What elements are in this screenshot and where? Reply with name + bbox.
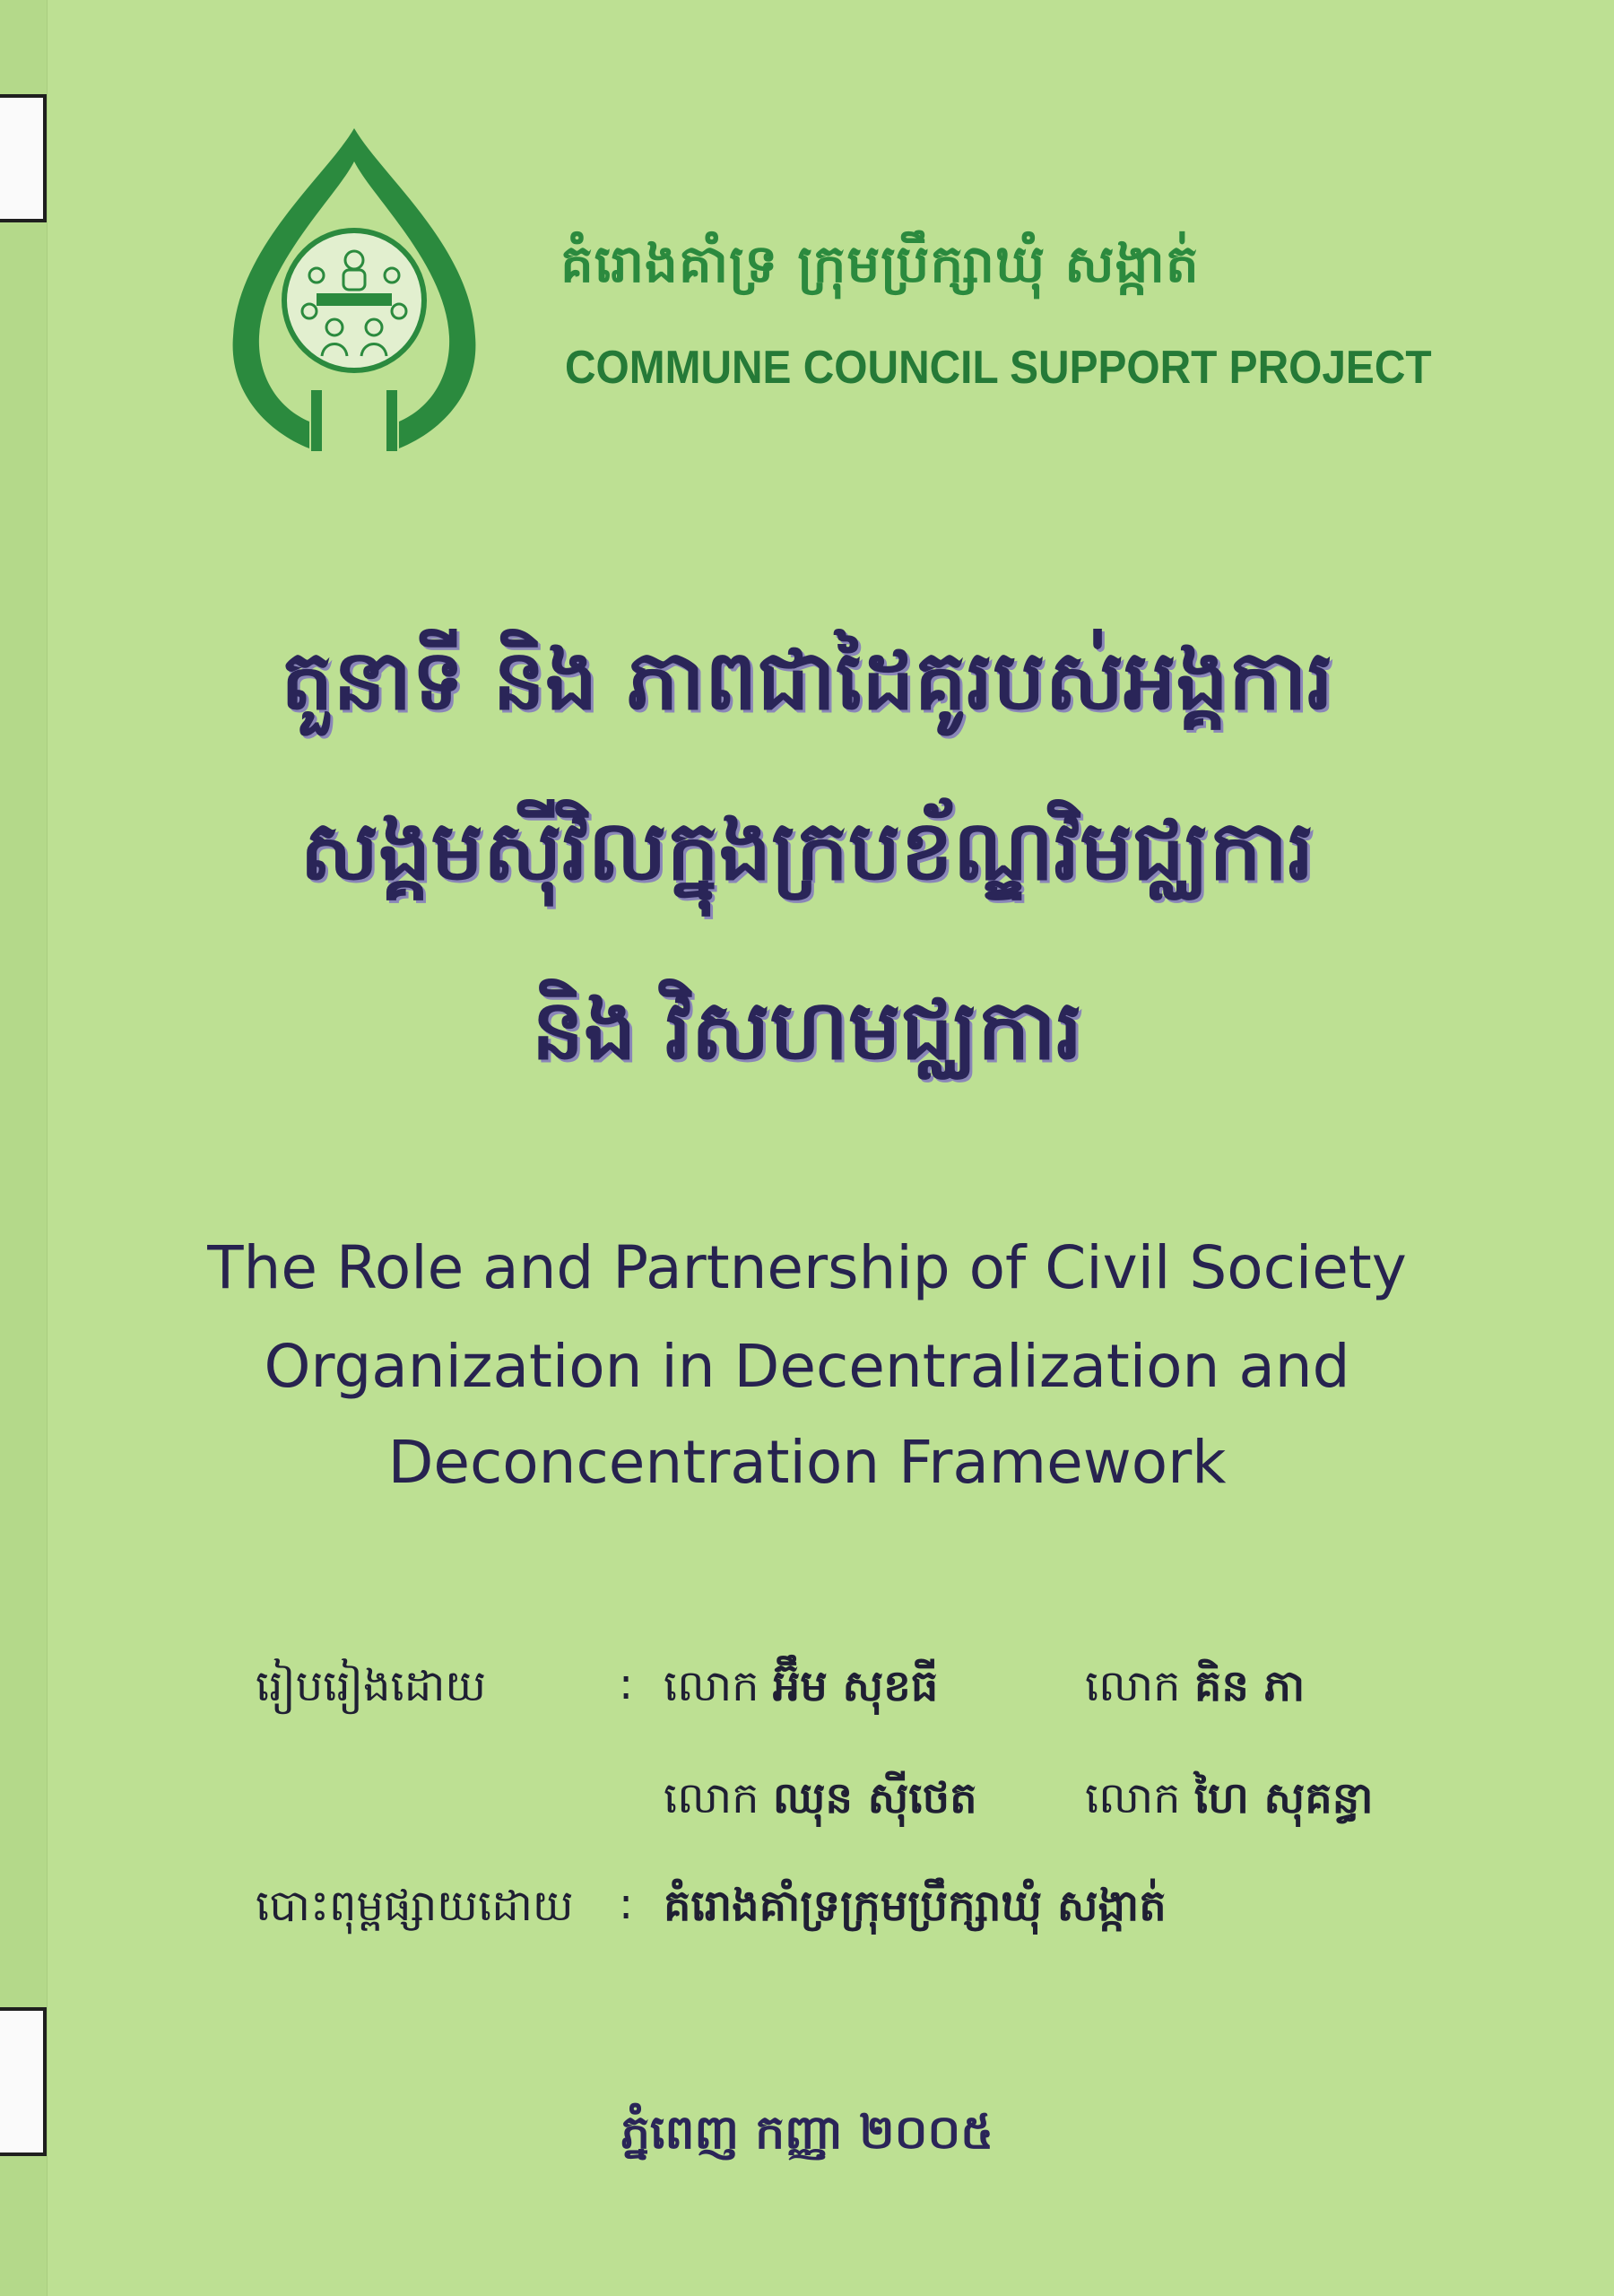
author-2 [1085, 1659, 1305, 1722]
place-and-date: ភ្នំពេញ កញ្ញា ២០០៥ [620, 2106, 994, 2160]
council-meeting-leaf-logo-icon [220, 121, 489, 462]
organization-name-english: COMMUNE COUNCIL SUPPORT PROJECT [565, 342, 1432, 394]
english-title-line-3: Deconcentration Framework [387, 1428, 1227, 1497]
prepared-by-label: រៀបរៀងដោយ [256, 1661, 487, 1711]
author-prefix: លោក [1085, 1773, 1181, 1823]
author-3 [664, 1771, 977, 1834]
khmer-title-line-3: និង វិសហមជ្ឈការ [531, 982, 1083, 1078]
spine-strip [0, 0, 48, 2296]
organization-name-khmer: គំរោងគាំទ្រ ក្រុមប្រឹក្សាឃុំ សង្កាត់ [560, 233, 1200, 294]
author-4 [1085, 1771, 1373, 1834]
author-name: អ៊ឹម សុខធី [772, 1661, 939, 1711]
khmer-title-line-1: តួនាទី និង ភាពជាដៃគូរបស់អង្គការ [281, 632, 1333, 728]
author-prefix: លោក [664, 1773, 759, 1823]
author-name: គិន ភា [1193, 1661, 1306, 1711]
author-prefix: លោក [1085, 1661, 1181, 1711]
author-1 [664, 1659, 938, 1722]
english-title-line-2: Organization in Decentralization and [264, 1332, 1350, 1401]
english-title-line-1: The Role and Partnership of Civil Society [207, 1233, 1407, 1302]
published-by-label: បោះពុម្ពផ្សាយដោយ [256, 1881, 574, 1931]
author-prefix: លោក [664, 1661, 759, 1711]
published-by-colon: : [619, 1879, 634, 1929]
publisher-name: គំរោងគាំទ្រក្រុមប្រឹក្សាឃុំ សង្កាត់ [664, 1881, 1167, 1931]
author-name: ឈុន ស៊ីថេត [772, 1773, 977, 1823]
khmer-title-line-2: សង្គមស៊ីវិលក្នុងក្របខ័ណ្ឌវិមជ្ឈការ [299, 803, 1315, 899]
binding-tab-top [0, 94, 47, 222]
prepared-by-colon: : [619, 1659, 634, 1709]
author-name: ហៃ សុគន្ធា [1193, 1773, 1374, 1823]
